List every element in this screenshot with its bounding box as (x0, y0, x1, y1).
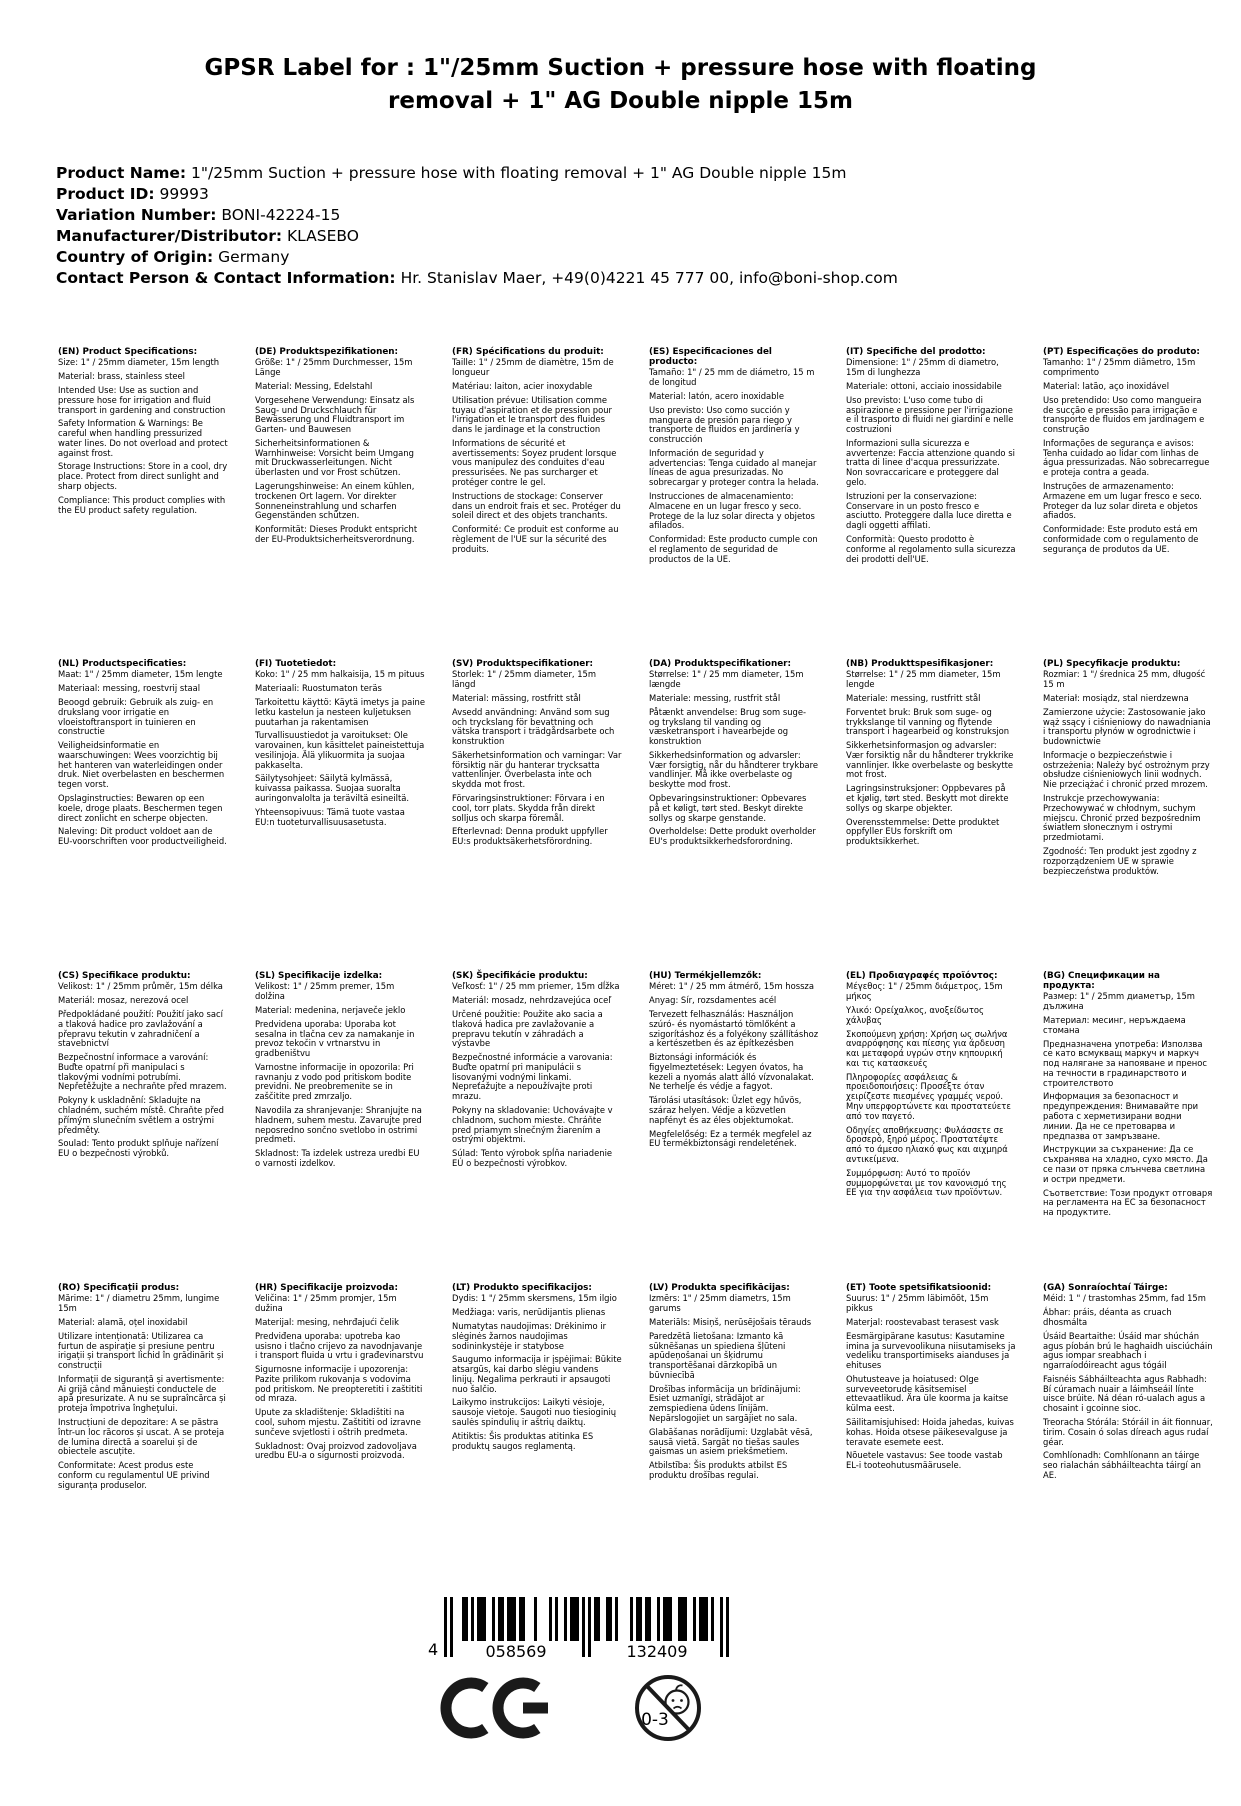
spec-paragraph: Veličina: 1" / 25mm promjer, 15m dužina (255, 1293, 397, 1314)
spec-paragraph: Veľkosť: 1" / 25 mm priemer, 15m dĺžka (452, 981, 620, 992)
spec-block-bg (1043, 971, 1213, 1283)
spec-paragraph: Material: latão, aço inoxidável (1043, 380, 1170, 391)
spec-paragraph: Σκοπούμενη χρήση: Χρήση ως σωλήνα αναρρόφησης και πίεσης για άρδευση και μεταφορά υγρών στην κηπουρική και τις κατασκευές (846, 1028, 1008, 1068)
spec-paragraph: Mărime: 1" / diametru 25mm, lungime 15m (58, 1293, 220, 1314)
spec-paragraph: Materjal: roostevabast terasest vask (846, 1316, 999, 1327)
product-info-label: Product ID: (56, 185, 155, 204)
spec-block-heading: (BG) Спецификации на продукта: (1043, 971, 1160, 992)
spec-paragraph: Dydis: 1 "/ 25mm skersmens, 15m ilgio (452, 1293, 617, 1304)
spec-paragraph: Påtænkt anvendelse: Brug som suge- og trykslang til vanding og væsketransport i havearbejde og konstruktion (649, 706, 807, 747)
spec-paragraph: Materiał: mosiądz, stal nierdzewna (1043, 692, 1189, 703)
product-info-value: Germany (218, 248, 290, 267)
spec-paragraph: Materiaal: messing, roestvrij staal (58, 683, 201, 694)
spec-paragraph: Material: latón, acero inoxidable (649, 390, 784, 401)
gpsr-label-page (0, 52, 1241, 1744)
spec-paragraph: Tárolási utasítások: Üzlet egy hűvös, száraz helyen. Védje a közvetlen napfényt és az éles objektumokat. (649, 1095, 802, 1125)
spec-paragraph: Materiale: messing, rustfritt stål (846, 692, 981, 703)
spec-paragraph: Varnostne informacije in opozorila: Pri ravnanju z vodo pod pritiskom bodite previdni. Ne preobremenite se in zaščitite pred zmrzaljo. (255, 1061, 414, 1102)
spec-paragraph: Tamanho: 1" / 25mm diâmetro, 15m comprimento (1043, 357, 1196, 378)
spec-block-heading: (FR) Spécifications du produit: (452, 347, 604, 358)
spec-paragraph: Avsedd användning: Använd som sug och tryckslang för bevattning och vätska transport i trädgårdsarbete och konstruktion (452, 706, 615, 747)
spec-paragraph: Uso pretendido: Uso como mangueira de sucção e pressão para irrigação e transporte de fluidos em jardinagem e construção (1043, 394, 1205, 435)
spec-block-nl (58, 659, 228, 971)
barcode-lead-digit: 4 (428, 1640, 439, 1660)
spec-paragraph: Größe: 1" / 25mm Durchmesser, 15m Länge (255, 357, 413, 378)
spec-paragraph: Instrucțiuni de depozitare: A se păstra într-un loc răcoros și uscat. A se proteja de lumina directă a soarelui și de obiectele ascuțite. (58, 1417, 225, 1457)
barcode-right-digits: 132409 (626, 1642, 688, 1660)
spec-paragraph: Ohutusteave ja hoiatused: Olge surveveetorude käsitsemisel ettevaatlikud. Ära üle koorma ja kaitse külma eest. (846, 1373, 1009, 1414)
spec-block-pt (1043, 347, 1213, 659)
spec-paragraph: Glabāšanas norādījumi: Uzglabāt vēsā, sausā vietā. Sargāt no tiešas saules gaismas un asiem priekšmetiem. (649, 1426, 813, 1457)
product-info-label: Country of Origin: (56, 248, 214, 267)
spec-paragraph: Materiale: messing, rustfrit stål (649, 692, 781, 703)
spec-block-fr (452, 347, 622, 659)
spec-paragraph: Dimensione: 1" / 25mm di diametro, 15m di lunghezza (846, 357, 999, 378)
product-info-row (56, 268, 1241, 289)
spec-block-heading: (DA) Produktspecifikationer: (649, 659, 792, 670)
spec-paragraph: Saugumo informacija ir įspėjimai: Būkite atsargūs, kai darbo slėgiu vandens linijų. Negalima perkrauti ir apsaugoti nuo šalčio. (452, 1354, 622, 1394)
spec-paragraph: Информация за безопасност и предупреждения: Внимавайте при работа с херметизирани водни линии. Да не се претоварва и предпазва от замръзване. (1043, 1091, 1199, 1141)
spec-paragraph: Förvaringsinstruktioner: Förvara i en cool, torr plats. Skydda från direkt solljus och skarpa föremål. (452, 793, 605, 823)
spec-paragraph: Méret: 1" / 25 mm átmérő, 15m hossza (649, 981, 814, 992)
spec-block-heading: (CS) Specifikace produktu: (58, 971, 191, 982)
page-title: GPSR Label for : 1"/25mm Suction + pressure hose with floating removal + 1" AG Double nipple 15m (204, 55, 1037, 114)
spec-block-heading: (ES) Especificaciones del producto: (649, 347, 772, 368)
certification-marks (428, 1672, 788, 1744)
spec-paragraph: Materiál: mosaz, nerezová ocel (58, 995, 189, 1006)
spec-block-et (846, 1283, 1016, 1595)
spec-block-sv (452, 659, 622, 971)
product-info-row (56, 163, 1241, 184)
spec-paragraph: Megfelelőség: Ez a termék megfelel az EU termékbiztonsági rendeletének. (649, 1128, 812, 1149)
spec-paragraph: Anyag: Sír, rozsdamentes acél (649, 995, 777, 1006)
spec-grid (58, 347, 1213, 1595)
spec-block-de (255, 347, 425, 659)
spec-paragraph: Intended Use: Use as suction and pressure hose for irrigation and fluid transport in gardening and construction (58, 384, 226, 415)
spec-paragraph: Tarkoitettu käyttö: Käytä imetys ja paine letku kastelun ja nesteen kuljetuksen puutarhan ja rakentamisen (255, 696, 426, 727)
age-warning-0-3-icon (632, 1672, 704, 1744)
spec-paragraph: Säilytysohjeet: Säilytä kylmässä, kuivassa paikassa. Suojaa suoralta auringonvalolta ja teräviltä esineiltä. (255, 773, 410, 804)
product-info-value: 99993 (159, 185, 209, 204)
spec-paragraph: Materiaali: Ruostumaton teräs (255, 683, 382, 694)
spec-paragraph: Uso previsto: L'uso come tubo di aspirazione e pressione per l'irrigazione e il trasporto di fluidi nei giardini e nelle costruzioni (846, 394, 1014, 435)
spec-paragraph: Material: alamă, oțel inoxidabil (58, 1316, 188, 1327)
spec-paragraph: Størrelse: 1" / 25 mm diameter, 15m længde (649, 669, 804, 690)
spec-paragraph: Conformidade: Este produto está em conformidade com o regulamento de segurança de produtos da UE. (1043, 524, 1199, 554)
spec-block-heading: (SK) Špecifikácie produktu: (452, 971, 588, 982)
spec-paragraph: Materiale: ottoni, acciaio inossidabile (846, 380, 1002, 391)
spec-paragraph: Säkerhetsinformation och varningar: Var försiktig när du hanterar trycksatta vattenlinjer. Överbelasta inte och skydda mot frost. (452, 749, 622, 790)
product-info-value: 1"/25mm Suction + pressure hose with floating removal + 1" AG Double nipple 15m (191, 164, 847, 183)
spec-paragraph: Maat: 1" / 25mm diameter, 15m lengte (58, 669, 223, 680)
footer (428, 1597, 788, 1744)
barcode-left-digits: 058569 (485, 1642, 547, 1660)
product-info-label: Variation Number: (56, 206, 217, 225)
spec-block-heading: (HR) Specifikacije proizvoda: (255, 1283, 398, 1294)
spec-block-heading: (NL) Productspecificaties: (58, 659, 187, 670)
spec-paragraph: Lagringsinstruksjoner: Oppbevares på et kjølig, tørt sted. Beskytt mot direkte sollys og skarpe objekter. (846, 783, 1009, 813)
spec-paragraph: Lagerungshinweise: An einem kühlen, trockenen Ort lagern. Vor direkter Sonneneinstrahlung und scharfen Gegenständen schützen. (255, 481, 415, 521)
product-info-row (56, 226, 1241, 247)
spec-paragraph: Instructions de stockage: Conserver dans un endroit frais et sec. Protéger du soleil direct et des objets tranchants. (452, 490, 621, 521)
spec-paragraph: Storlek: 1" / 25mm diameter, 15m längd (452, 669, 597, 690)
spec-paragraph: Compliance: This product complies with the EU product safety regulation. (58, 494, 226, 515)
age-warning-label: 0-3 (641, 1710, 669, 1731)
spec-paragraph: Taille: 1" / 25mm de diamètre, 15m de longueur (452, 357, 614, 378)
spec-block-heading: (DE) Produktspezifikationen: (255, 347, 399, 358)
spec-paragraph: Información de seguridad y advertencias: Tenga cuidado al manejar líneas de agua presurizadas. No sobrecargar y proteger contra la helada. (649, 447, 819, 488)
spec-block-hu (649, 971, 819, 1283)
spec-paragraph: Súlad: Tento výrobok spĺňa nariadenie EÚ o bezpečnosti výrobkov. (452, 1148, 613, 1169)
spec-block-heading: (HU) Termékjellemzők: (649, 971, 762, 982)
spec-paragraph: Pokyny k uskladnění: Skladujte na chladném, suchém místě. Chraňte před přímým slunečním světlem a ostrými předměty. (58, 1095, 224, 1135)
spec-paragraph: Predvidena uporaba: Uporaba kot sesalna in tlačna cev za namakanje in prevoz tekočin v vrtnarstvu in gradbeništvu (255, 1018, 415, 1059)
spec-paragraph: Informazioni sulla sicurezza e avvertenze: Faccia attenzione quando si tratta di linee d'acqua pressurizzate. Non sovraccaricare e proteggere dal gelo. (846, 437, 1015, 488)
spec-paragraph: Συμμόρφωση: Αυτό το προϊόν συμμορφώνεται με τον κανονισμό της ΕΕ για την ασφάλεια των προϊόντων. (846, 1167, 1007, 1198)
spec-block-heading: (GA) Sonraíochtaí Táirge: (1043, 1283, 1168, 1294)
spec-paragraph: Overensstemmelse: Dette produktet oppfyller EUs forskrift om produktsikkerhet. (846, 816, 1000, 847)
spec-paragraph: Conformité: Ce produit est conforme au règlement de l'UE sur la sécurité des produits. (452, 524, 619, 554)
spec-paragraph: Instrucciones de almacenamiento: Almacene en un lugar fresco y seco. Protege de la luz solar directa y objetos afilados. (649, 491, 815, 531)
spec-paragraph: Size: 1" / 25mm diameter, 15m length (58, 357, 220, 368)
barcode (428, 1597, 788, 1659)
spec-paragraph: Opbevaringsinstruktioner: Opbevares på et køligt, tørt sted. Beskyt direkte sollys og skarpe genstande. (649, 793, 807, 823)
spec-paragraph: Turvallisuustiedot ja varoitukset: Ole varovainen, kun käsittelet paineistettuja vesilinjoja. Älä ylikuormita ja suojaa pakkaselta. (255, 730, 425, 770)
spec-paragraph: Rozmiar: 1 "/ średnica 25 mm, długość 15 m (1043, 669, 1206, 690)
spec-block-heading: (IT) Specifiche del prodotto: (846, 347, 986, 358)
spec-paragraph: Sigurnosne informacije i upozorenja: Pazite prilikom rukovanja s vodovima pod pritiskom. Ne preopteretiti i zaštititi od mraza. (255, 1364, 423, 1404)
spec-paragraph: Ábhar: práis, déanta as cruach dhosmálta (1043, 1307, 1172, 1327)
product-info-label: Contact Person & Contact Information: (56, 269, 396, 288)
spec-paragraph: Efterlevnad: Denna produkt uppfyller EU:s produktsäkerhetsförordning. (452, 826, 608, 847)
spec-paragraph: Bezpečnostní informace a varování: Buďte opatrní při manipulaci s tlakovými vodními potrubími. Nepřetěžujte a nechraňte před mrazem. (58, 1052, 227, 1092)
spec-paragraph: Paredzētā lietošana: Izmanto kā sūknēšanas un spiediena šļūteni apūdeņošanai un šķidrumu transportēšanai dārzkopībā un būvniecībā (649, 1330, 786, 1380)
spec-block-heading: (LV) Produkta specifikācijas: (649, 1283, 790, 1294)
spec-paragraph: Υλικό: Ορείχαλκος, ανοξείδωτος χάλυβας (846, 1004, 984, 1025)
product-info-value: KLASEBO (287, 227, 359, 246)
product-info-row (56, 247, 1241, 268)
spec-paragraph: Sikkerhetsinformasjon og advarsler: Vær forsiktig når du håndterer trykkrike vannlinjer. Ikke overbelaste og beskytte mot frost. (846, 740, 1014, 780)
ean13-barcode-icon (444, 1597, 729, 1659)
spec-paragraph: Οδηγίες αποθήκευσης: Φυλάσσετε σε δροσερό, ξηρό μέρος. Προστατέψτε από το άμεσο ηλιακό φως και αιχμηρά αντικείμενα. (846, 1124, 1008, 1165)
spec-paragraph: Πληροφορίες ασφάλειας & προειδοποιήσεις: Προσέξτε όταν χειρίζεστε πιεσμένες γραμμές νερού. Μην υπερφορτώνετε και προστατεύετε από τον παγετό. (846, 1071, 1011, 1121)
spec-paragraph: Informacje o bezpieczeństwie i ostrzeżenia: Należy być ostrożnym przy obsłudze ciśnieniowych linii wodnych. Nie przeciążać i chronić przed mrozem. (1043, 749, 1210, 790)
spec-paragraph: Atitiktis: Šis produktas atitinka ES produktų saugos reglamentą. (452, 1430, 594, 1451)
ce-mark-icon (440, 1676, 554, 1740)
spec-block-heading: (NB) Produkttspesifikasjoner: (846, 659, 994, 670)
spec-paragraph: Předpokládané použití: Použití jako sací a tlaková hadice pro zavlažování a přepravu tekutin v zahradničení a stavebnictví (58, 1008, 223, 1049)
spec-paragraph: Uso previsto: Uso como succión y manguera de presión para riego y transporte de fluidos en jardinería y construcción (649, 404, 800, 445)
spec-paragraph: Vorgesehene Verwendung: Einsatz als Saug- und Druckschlauch für Bewässerung und Fluidtransport im Garten- und Bauwesen (255, 394, 415, 435)
spec-paragraph: Материал: месинг, неръждаема стомана (1043, 1014, 1186, 1035)
spec-paragraph: Upute za skladištenje: Skladištiti na cool, suhom mjestu. Zaštititi od izravne sunčeve svjetlosti i oštrih predmeta. (255, 1407, 421, 1437)
product-info-value: Hr. Stanislav Maer, +49(0)4221 45 777 00, info@boni-shop.com (400, 269, 898, 288)
spec-block-nb (846, 659, 1016, 971)
spec-block-lv (649, 1283, 819, 1595)
spec-paragraph: Safety Information & Warnings: Be careful when handling pressurized water lines. Do not overload and protect against frost. (58, 418, 228, 458)
spec-paragraph: Opslaginstructies: Bewaren op een koele, droge plaats. Beschermen tegen direct zonlicht en scherpe objecten. (58, 793, 223, 823)
spec-paragraph: Instruções de armazenamento: Armazene em um lugar fresco e seco. Proteger da luz solar direta e objetos afiados. (1043, 481, 1202, 521)
spec-block-heading: (SV) Produktspecifikationer: (452, 659, 594, 670)
spec-paragraph: Veiligheidsinformatie en waarschuwingen: Wees voorzichtig bij het hanteren van waterleidingen onder druk. Niet overbelasten en beschermen tegen vorst. (58, 740, 225, 790)
spec-paragraph: Forventet bruk: Bruk som suge- og trykkslange til vanning og flytende transport i hagearbeid og konstruksjon (846, 706, 1010, 737)
spec-paragraph: Medžiaga: varis, nerūdijantis plienas (452, 1307, 606, 1318)
spec-block-cs (58, 971, 228, 1283)
spec-paragraph: Laikymo instrukcijos: Laikyti vėsioje, sausoje vietoje. Saugoti nuo tiesioginių saulės spindulių ir aštrių daiktų. (452, 1397, 617, 1428)
spec-block-heading: (ET) Toote spetsifikatsioonid: (846, 1283, 992, 1294)
spec-block-pl (1043, 659, 1213, 971)
spec-paragraph: Naleving: Dit product voldoet aan de EU-voorschriften voor productveiligheid. (58, 826, 227, 847)
spec-paragraph: Beoogd gebruik: Gebruik als zuig- en drukslang voor irrigatie en vloeistoftransport in tuinieren en constructie (58, 696, 214, 737)
spec-block-hr (255, 1283, 425, 1595)
product-info-label: Manufacturer/Distributor: (56, 227, 283, 246)
spec-paragraph: Numatytas naudojimas: Drėkinimo ir slėginės žarnos naudojimas sodininkystėje ir statybose (452, 1320, 607, 1351)
spec-paragraph: Størrelse: 1" / 25 mm diameter, 15m lengde (846, 669, 1001, 690)
spec-paragraph: Comhlíonadh: Comhlíonann an táirge seo rialachán sábháilteachta táirgí an AE. (1043, 1450, 1201, 1481)
spec-block-heading: (FI) Tuotetiedot: (255, 659, 337, 670)
spec-paragraph: Sukladnost: Ovaj proizvod zadovoljava uredbu EU-a o sigurnosti proizvoda. (255, 1440, 417, 1461)
spec-block-sl (255, 971, 425, 1283)
spec-block-it (846, 347, 1016, 659)
product-info-row (56, 184, 1241, 205)
spec-paragraph: Tamaño: 1" / 25 mm de diámetro, 15 m de longitud (649, 367, 815, 388)
spec-paragraph: Určené použitie: Použite ako sacia a tlaková hadica pre zavlažovanie a prepravu tekutín v záhradách a výstavbe (452, 1008, 603, 1049)
spec-paragraph: Zgodność: Ten produkt jest zgodny z rozporządzeniem UE w sprawie bezpieczeństwa produktów. (1043, 846, 1197, 876)
spec-paragraph: Material: brass, stainless steel (58, 371, 186, 382)
spec-paragraph: Atbilstība: Šis produkts atbilst ES produktu drošības regulai. (649, 1460, 788, 1481)
spec-paragraph: Предназначена употреба: Използва се като всмукващ маркуч и маркуч под налягане за напояване и пренос на течности в градинарството и строителството (1043, 1038, 1207, 1088)
spec-paragraph: Predviđena uporaba: upotreba kao usisno i tlačno crijevo za navodnjavanje i transport fluida u vrtu i građevinarstvu (255, 1330, 424, 1361)
spec-paragraph: Informações de segurança e avisos: Tenha cuidado ao lidar com linhas de água pressurizadas. Não sobrecarregue e proteja contra a geada. (1043, 437, 1210, 478)
spec-paragraph: Materijal: mesing, nehrđajući čelik (255, 1316, 399, 1327)
spec-paragraph: Nõuetele vastavus: See toode vastab EL-i tooteohutusmäärusele. (846, 1450, 1003, 1471)
spec-paragraph: Materiál: mosadz, nehrdzavejúca oceľ (452, 995, 612, 1006)
spec-paragraph: Konformität: Dieses Produkt entspricht der EU-Produktsicherheitsverordnung. (255, 524, 418, 545)
spec-block-fi (255, 659, 425, 971)
spec-paragraph: Инструкции за съхранение: Да се съхранява на хладно, сухо място. Да се пази от пряка слънчева светлина и остри предмети. (1043, 1144, 1208, 1184)
spec-block-heading: (EL) Προδιαγραφές προϊόντος: (846, 971, 998, 982)
spec-paragraph: Conformità: Questo prodotto è conforme al regolamento sulla sicurezza dei prodotti dell'UE. (846, 534, 1016, 564)
spec-paragraph: Velikost: 1" / 25mm premer, 15m dolžina (255, 981, 395, 1002)
spec-block-heading: (SL) Specifikacije izdelka: (255, 971, 383, 982)
spec-paragraph: Material: Messing, Edelstahl (255, 380, 373, 391)
spec-paragraph: Izmērs: 1" / 25mm diametrs, 15m garums (649, 1293, 791, 1314)
spec-paragraph: Úsáid Beartaithe: Úsáid mar shúchán agus píobán brú le haghaidh uisciúcháin agus iompar sreabhach i ngarraíodóireacht agus tógáil (1043, 1330, 1213, 1371)
spec-paragraph: Suurus: 1" / 25mm läbimõõt, 15m pikkus (846, 1293, 989, 1314)
spec-paragraph: Istruzioni per la conservazione: Conservare in un posto fresco e asciutto. Proteggere dalla luce diretta e dagli oggetti affilati. (846, 490, 1012, 531)
spec-block-es (649, 347, 819, 659)
spec-paragraph: Treoracha Stórála: Stóráil in áit fionnuar, tirim. Cosain ó solas díreach agus rudaí géar. (1043, 1417, 1213, 1447)
spec-paragraph: Utilisation prévue: Utilisation comme tuyau d'aspiration et de pression pour l'irrigation et le transport des fluides dans le jardinage et la construction (452, 394, 612, 435)
spec-paragraph: Soulad: Tento produkt splňuje nařízení EU o bezpečnosti výrobků. (58, 1138, 219, 1159)
spec-paragraph: Informații de siguranță și avertismente: Ai grijă când mânuiești conductele de apă presurizate. A nu se supraîncărca și proteja împotriva îngheţului. (58, 1373, 226, 1414)
spec-paragraph: Sicherheitsinformationen & Warnhinweise: Vorsicht beim Umgang mit Druckwasserleitungen. Nicht überlasten und vor Frost schützen. (255, 437, 414, 478)
spec-paragraph: Zamierzone użycie: Zastosowanie jako wąż ssący i ciśnieniowy do nawadniania i transportu płynów w ogrodnictwie i budownictwie (1043, 706, 1211, 747)
spec-block-heading: (EN) Product Specifications: (58, 347, 198, 358)
spec-block-lt (452, 1283, 622, 1595)
spec-paragraph: Μέγεθος: 1" / 25mm διάμετρος, 15m μήκος (846, 981, 1003, 1002)
spec-paragraph: Drošības informācija un brīdinājumi: Esiet uzmanīgi, strādājot ar zemspiediena ūdens līnijām. Nepārslogojiet un sargājiet no sala. (649, 1383, 801, 1424)
spec-paragraph: Material: medenina, nerjaveče jeklo (255, 1004, 406, 1015)
spec-block-ro (58, 1283, 228, 1595)
spec-paragraph: Sikkerhedsinformation og advarsler: Vær forsigtig, når du håndterer trykbare vandlinjer. Må ikke overbelaste og beskytte mod frost. (649, 749, 819, 790)
spec-block-heading: (LT) Produkto specifikacijos: (452, 1283, 592, 1294)
spec-paragraph: Instrukcje przechowywania: Przechowywać w chłodnym, suchym miejscu. Chronić przed bezpośrednim światłem słonecznym i ostrymi przedmiotami. (1043, 793, 1201, 843)
spec-paragraph: Eesmärgipärane kasutus: Kasutamine imina ja survevoolikuna niisutamiseks ja vedeliku transportimiseks aianduses ja ehituses (846, 1330, 1016, 1371)
spec-paragraph: Размер: 1" / 25mm диаметър, 15m дължина (1043, 991, 1195, 1012)
spec-paragraph: Biztonsági információk és figyelmeztetések: Legyen óvatos, ha kezeli a nyomás alatt álló vízvonalakat. Ne terhelje és védje a fagyot. (649, 1052, 814, 1092)
spec-paragraph: Koko: 1" / 25 mm halkaisija, 15 m pituus (255, 669, 425, 680)
spec-paragraph: Utilizare intenționată: Utilizarea ca furtun de aspirație și presiune pentru irigații și transport lichid în grădinărit și construcții (58, 1330, 224, 1371)
product-info (56, 163, 1241, 289)
product-info-label: Product Name: (56, 164, 187, 183)
spec-block-heading: (RO) Specificații produs: (58, 1283, 180, 1294)
spec-paragraph: Conformitate: Acest produs este conform cu regulamentul UE privind siguranța produselor. (58, 1460, 210, 1490)
spec-paragraph: Съответствие: Този продукт отговаря на регламента на ЕС за безопасност на продуктите. (1043, 1187, 1213, 1218)
product-info-row (56, 205, 1241, 226)
spec-paragraph: Informations de sécurité et avertissements: Soyez prudent lorsque vous manipulez des conduites d'eau pressurisées. Ne pas surcharger et protéger contre le gel. (452, 437, 617, 488)
spec-paragraph: Overholdelse: Dette produkt overholder EU's produktsikkerhedsforordning. (649, 826, 816, 847)
product-info-value: BONI-42224-15 (221, 206, 341, 225)
spec-paragraph: Bezpečnostné informácie a varovania: Buďte opatrní pri manipulácii s lisovanými vodnými linkami. Nepreťažujte a nepoužívajte proti mrazu. (452, 1052, 613, 1102)
spec-paragraph: Yhteensopivuus: Tämä tuote vastaa EU:n tuoteturvallisuusasetusta. (255, 806, 405, 827)
spec-block-heading: (PL) Specyfikacje produktu: (1043, 659, 1181, 670)
spec-block-ga (1043, 1283, 1213, 1595)
spec-block-en (58, 347, 228, 659)
spec-paragraph: Conformidad: Este producto cumple con el reglamento de seguridad de productos de la UE. (649, 534, 818, 564)
spec-block-sk (452, 971, 622, 1283)
spec-paragraph: Säilitamisjuhised: Hoida jahedas, kuivas kohas. Hoida otsese päikesevalguse ja teravate esemete eest. (846, 1417, 1014, 1447)
spec-paragraph: Méid: 1 " / trastomhas 25mm, fad 15m (1043, 1293, 1206, 1304)
spec-paragraph: Velikost: 1" / 25mm průměr, 15m délka (58, 981, 223, 992)
spec-paragraph: Storage Instructions: Store in a cool, dry place. Protect from direct sunlight and sharp objects. (58, 461, 228, 492)
spec-paragraph: Materiāls: Misiņš, nerūsējošais tērauds (649, 1316, 812, 1327)
spec-paragraph: Matériau: laiton, acier inoxydable (452, 380, 593, 391)
spec-block-heading: (PT) Especificações do produto: (1043, 347, 1200, 358)
spec-paragraph: Pokyny na skladovanie: Uchovávajte v chladnom, suchom mieste. Chráňte pred priamym slnečným žiarením a ostrými objektmi. (452, 1105, 613, 1145)
spec-paragraph: Tervezett felhasználás: Használjon szúró- és nyomástartó tömlőként a szigorításhoz és a folyékony szállításhoz a kertészetben és az építkezésben (649, 1008, 819, 1049)
spec-paragraph: Material: mässing, rostfritt stål (452, 692, 581, 703)
spec-block-el (846, 971, 1016, 1283)
spec-paragraph: Navodila za shranjevanje: Shranjujte na hladnem, suhem mestu. Zavarujte pred neposredno sončno svetlobo in ostrimi predmeti. (255, 1105, 422, 1145)
spec-block-da (649, 659, 819, 971)
spec-paragraph: Skladnost: Ta izdelek ustreza uredbi EU o varnosti izdelkov. (255, 1148, 420, 1169)
spec-paragraph: Faisnéis Sábháilteachta agus Rabhadh: Bí cúramach nuair a láimhseáil línte uisce brúite. Ná déan ró-ualach agus a chosaint i gcoinne sioc. (1043, 1373, 1207, 1414)
